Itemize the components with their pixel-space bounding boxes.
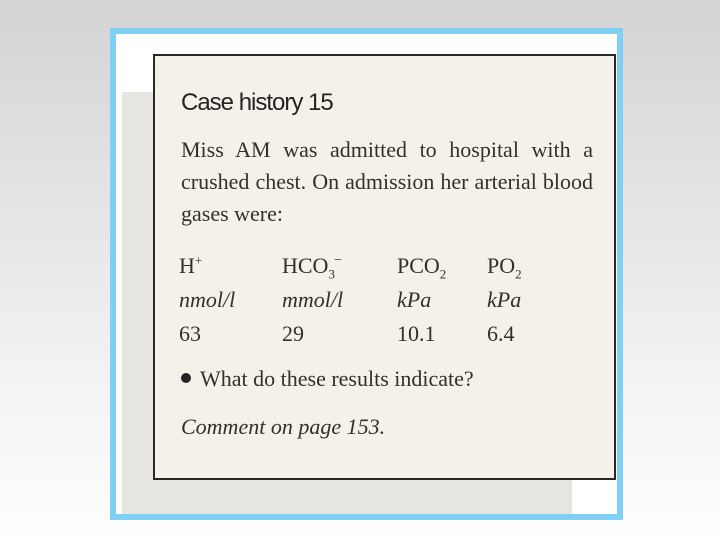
value-po2: 6.4 — [487, 321, 515, 346]
value-h-ion: 63 — [179, 321, 201, 346]
case-question-text: What do these results indicate? — [200, 366, 474, 391]
blood-gas-unit-row — [179, 283, 557, 317]
unit-po2: kPa — [487, 287, 522, 312]
header-pco2: $PCO_2$ — [397, 253, 447, 282]
header-po2: $PO_2$ — [487, 253, 522, 282]
case-intro: Miss AM was admitted to hospital with a crushed chest. On admission her arterial blood gases were: — [181, 137, 593, 226]
slide-image-frame — [110, 28, 623, 520]
case-history-box — [153, 54, 616, 480]
header-h-ion: H+ — [179, 252, 203, 278]
unit-pco2: kPa — [397, 287, 432, 312]
bullet-icon — [181, 373, 191, 383]
case-title: Case history 15 — [181, 89, 333, 116]
value-pco2: 10.1 — [397, 321, 436, 346]
header-bicarbonate: $HCO_3^-$ — [282, 253, 342, 282]
case-comment: Comment on page 153. — [181, 414, 386, 439]
blood-gas-header-row — [179, 249, 557, 283]
unit-h-ion: nmol/l — [179, 287, 236, 312]
value-bicarbonate: 29 — [282, 321, 304, 346]
blood-gas-table — [179, 249, 557, 351]
blood-gas-value-row — [179, 317, 557, 351]
unit-bicarbonate: mmol/l — [282, 287, 344, 312]
case-question — [181, 366, 474, 392]
